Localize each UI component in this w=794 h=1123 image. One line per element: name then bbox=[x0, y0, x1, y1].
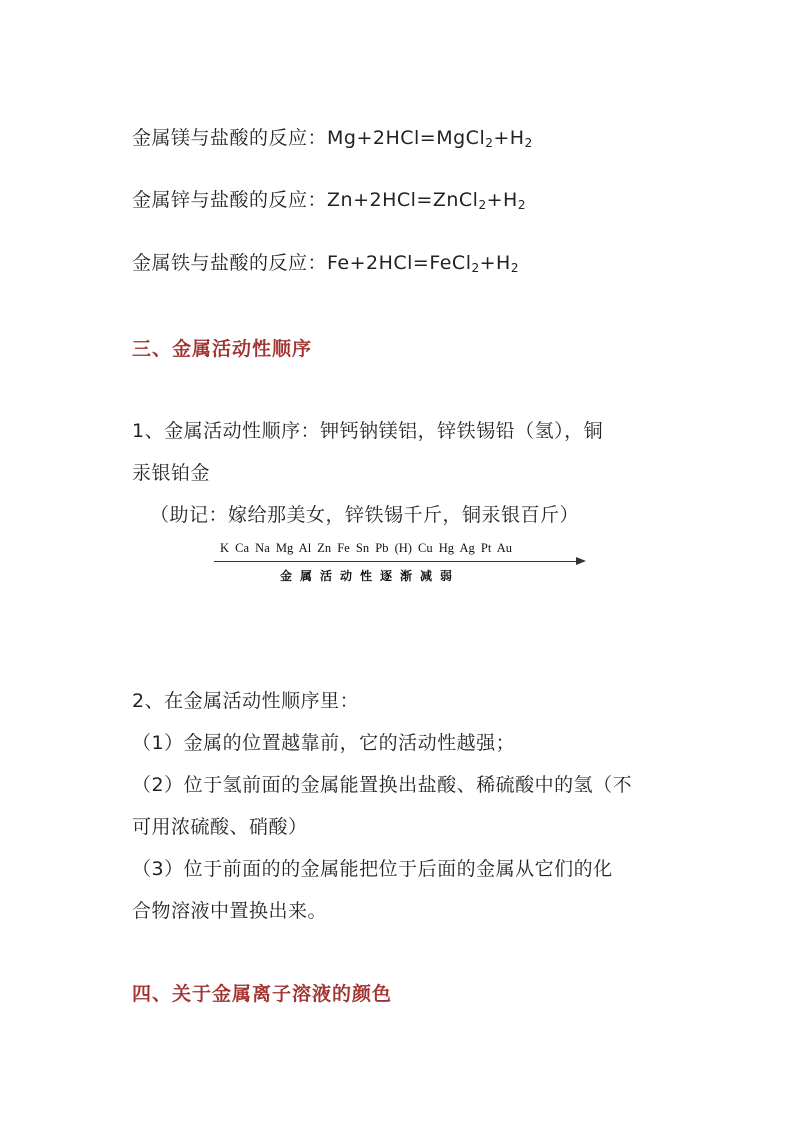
reaction-zn bbox=[132, 187, 526, 213]
reaction-formula: $Mg+2HCl=MgCl_2+H_2$ bbox=[327, 127, 533, 150]
paragraph-sub2-line2: 可用浓硫酸、硝酸） bbox=[132, 816, 308, 838]
reaction-label: 金属铁与盐酸的反应： bbox=[132, 252, 328, 274]
reaction-fe bbox=[132, 250, 519, 276]
metal-symbols-row: K Ca Na Mg Al Zn Fe Sn Pb (H) Cu Hg Ag Pt Au bbox=[220, 541, 513, 555]
section-heading-ion-colors: 四、关于金属离子溶液的颜色 bbox=[132, 983, 393, 1005]
reaction-mg bbox=[132, 125, 533, 151]
paragraph-item1-line2: 汞银铂金 bbox=[132, 462, 211, 484]
reaction-label: 金属镁与盐酸的反应： bbox=[132, 127, 328, 149]
paragraph-item1-line1: 1、金属活动性顺序：钾钙钠镁铝，锌铁锡铅（氢），铜 bbox=[132, 420, 604, 442]
activity-series-figure bbox=[214, 540, 586, 590]
arrow-right-icon bbox=[576, 557, 586, 565]
reaction-label: 金属锌与盐酸的反应： bbox=[132, 189, 328, 211]
arrow-line bbox=[214, 561, 578, 562]
reaction-formula: $Zn+2HCl=ZnCl_2+H_2$ bbox=[327, 189, 526, 212]
paragraph-sub2-line1: （2）位于氢前面的金属能置换出盐酸、稀硫酸中的氢（不 bbox=[132, 774, 633, 796]
section-heading-activity-series: 三、金属活动性顺序 bbox=[132, 338, 313, 360]
paragraph-item2: 2、在金属活动性顺序里： bbox=[132, 690, 360, 712]
paragraph-sub3-line2: 合物溶液中置换出来。 bbox=[132, 900, 328, 922]
paragraph-sub3-line1: （3）位于前面的的金属能把位于后面的金属从它们的化 bbox=[132, 858, 613, 880]
paragraph-mnemonic: （助记：嫁给那美女，锌铁锡千斤，铜汞银百斤） bbox=[150, 504, 580, 526]
paragraph-sub1: （1）金属的位置越靠前，它的活动性越强； bbox=[132, 732, 516, 754]
reaction-formula: $Fe+2HCl=FeCl_2+H_2$ bbox=[327, 252, 519, 275]
trend-label: 金属活动性逐渐减弱 bbox=[280, 569, 461, 583]
